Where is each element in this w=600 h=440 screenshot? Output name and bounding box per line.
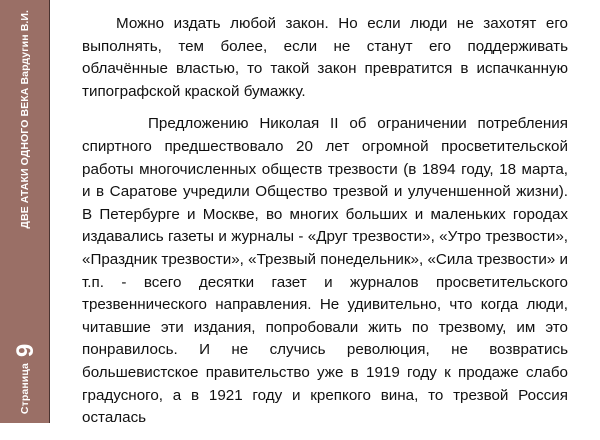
- book-title: ДВЕ АТАКИ ОДНОГО ВЕКА Вардугин В.И.: [19, 9, 31, 229]
- page-label: Страница: [19, 363, 31, 415]
- paragraph-1: Можно издать любой закон. Но если люди не захотят его выполнять, тем более, если не станут его поддерживать облачённые властью, то такой закон превратится в испачканную типографской краской бумажку.: [82, 15, 568, 100]
- page-body: [82, 13, 568, 440]
- paragraph-2: Предложению Николая II об ограничении потребления спиртного предшествовало 20 лет огромной просветительской работы многочисленных обществ трезвости (в 1894 году, 18 марта, и в Саратове учредили Общество трезвой и улученшенной жизни). В Петербурге и Москве, во многих больших и маленьких городах издавались газеты и журналы - «Друг трезвости», «Утро трезвости», «Праздник трезвости», «Трезвый понедельник», «Сила трезвости» и т.п. - всего десятки газет и журналов просветительского трезвеннического направления. Не удивительно, что когда люди, читавшие эти издания, попробовали жить по трезвому, им это понравилось. И не случись революция, не возвратись большевистское правительство уже в 1919 году к продаже слабо градусного, а в 1921 году и крепкого вина, то трезвой Россия осталась: [82, 115, 568, 427]
- sidebar-header: [11, 10, 39, 414]
- page-sidebar: [0, 0, 50, 423]
- page-number: 9: [12, 343, 39, 358]
